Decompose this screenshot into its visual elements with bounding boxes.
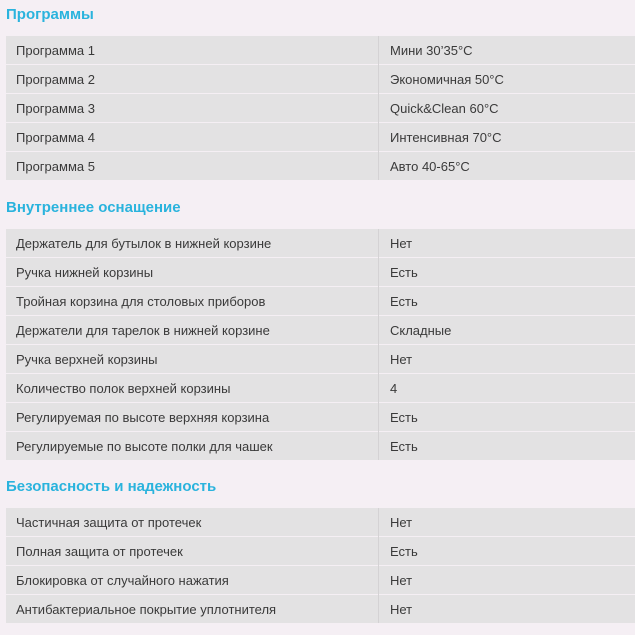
spec-label: Блокировка от случайного нажатия: [6, 566, 379, 595]
spec-value: Нет: [379, 566, 635, 595]
spec-label: Держатели для тарелок в нижней корзине: [6, 316, 379, 345]
spec-label: Программа 2: [6, 65, 379, 94]
spec-label: Частичная защита от протечек: [6, 508, 379, 537]
spec-value: Экономичная 50°C: [379, 65, 635, 94]
section-title: Программы: [6, 6, 94, 23]
spec-label: Полная защита от протечек: [6, 537, 379, 566]
table-row: [6, 229, 635, 258]
spec-label: Держатель для бутылок в нижней корзине: [6, 229, 379, 258]
spec-label: Ручка нижней корзины: [6, 258, 379, 287]
table-row: [6, 65, 635, 94]
spec-label: Регулируемая по высоте верхняя корзина: [6, 403, 379, 432]
spec-value: Интенсивная 70°C: [379, 123, 635, 152]
table-row: [6, 316, 635, 345]
spec-label: Программа 4: [6, 123, 379, 152]
table-row: [6, 403, 635, 432]
programs-table: [6, 36, 635, 180]
spec-value: Нет: [379, 508, 635, 537]
spec-label: Количество полок верхней корзины: [6, 374, 379, 403]
interior-table: [6, 229, 635, 460]
table-row: [6, 287, 635, 316]
spec-value: Есть: [379, 537, 635, 566]
spec-label: Ручка верхней корзины: [6, 345, 379, 374]
table-row: [6, 258, 635, 287]
spec-value: Авто 40-65°C: [379, 152, 635, 181]
spec-value: Есть: [379, 432, 635, 461]
table-row: [6, 537, 635, 566]
table-row: [6, 152, 635, 181]
table-row: [6, 374, 635, 403]
table-row: [6, 566, 635, 595]
spec-label: Программа 3: [6, 94, 379, 123]
spec-label: Программа 1: [6, 36, 379, 65]
spec-label: Программа 5: [6, 152, 379, 181]
spec-value: Нет: [379, 345, 635, 374]
spec-value: Мини 30’35°C: [379, 36, 635, 65]
spec-label: Регулируемые по высоте полки для чашек: [6, 432, 379, 461]
spec-value: Есть: [379, 287, 635, 316]
table-row: [6, 432, 635, 461]
section-title: Безопасность и надежность: [6, 478, 217, 495]
table-row: [6, 36, 635, 65]
section-safety: [0, 477, 635, 497]
section-interior: [0, 198, 635, 218]
spec-label: Тройная корзина для столовых приборов: [6, 287, 379, 316]
table-row: [6, 123, 635, 152]
spec-value: Складные: [379, 316, 635, 345]
section-title: Внутреннее оснащение: [6, 199, 181, 216]
spec-label: Антибактериальное покрытие уплотнителя: [6, 595, 379, 624]
spec-value: Есть: [379, 403, 635, 432]
spec-value: Есть: [379, 258, 635, 287]
table-row: [6, 508, 635, 537]
table-row: [6, 94, 635, 123]
section-programs: [0, 5, 635, 25]
safety-table: [6, 508, 635, 623]
spec-value: Quick&Clean 60°C: [379, 94, 635, 123]
spec-value: Нет: [379, 229, 635, 258]
table-row: [6, 595, 635, 624]
table-row: [6, 345, 635, 374]
spec-value: 4: [379, 374, 635, 403]
spec-value: Нет: [379, 595, 635, 624]
